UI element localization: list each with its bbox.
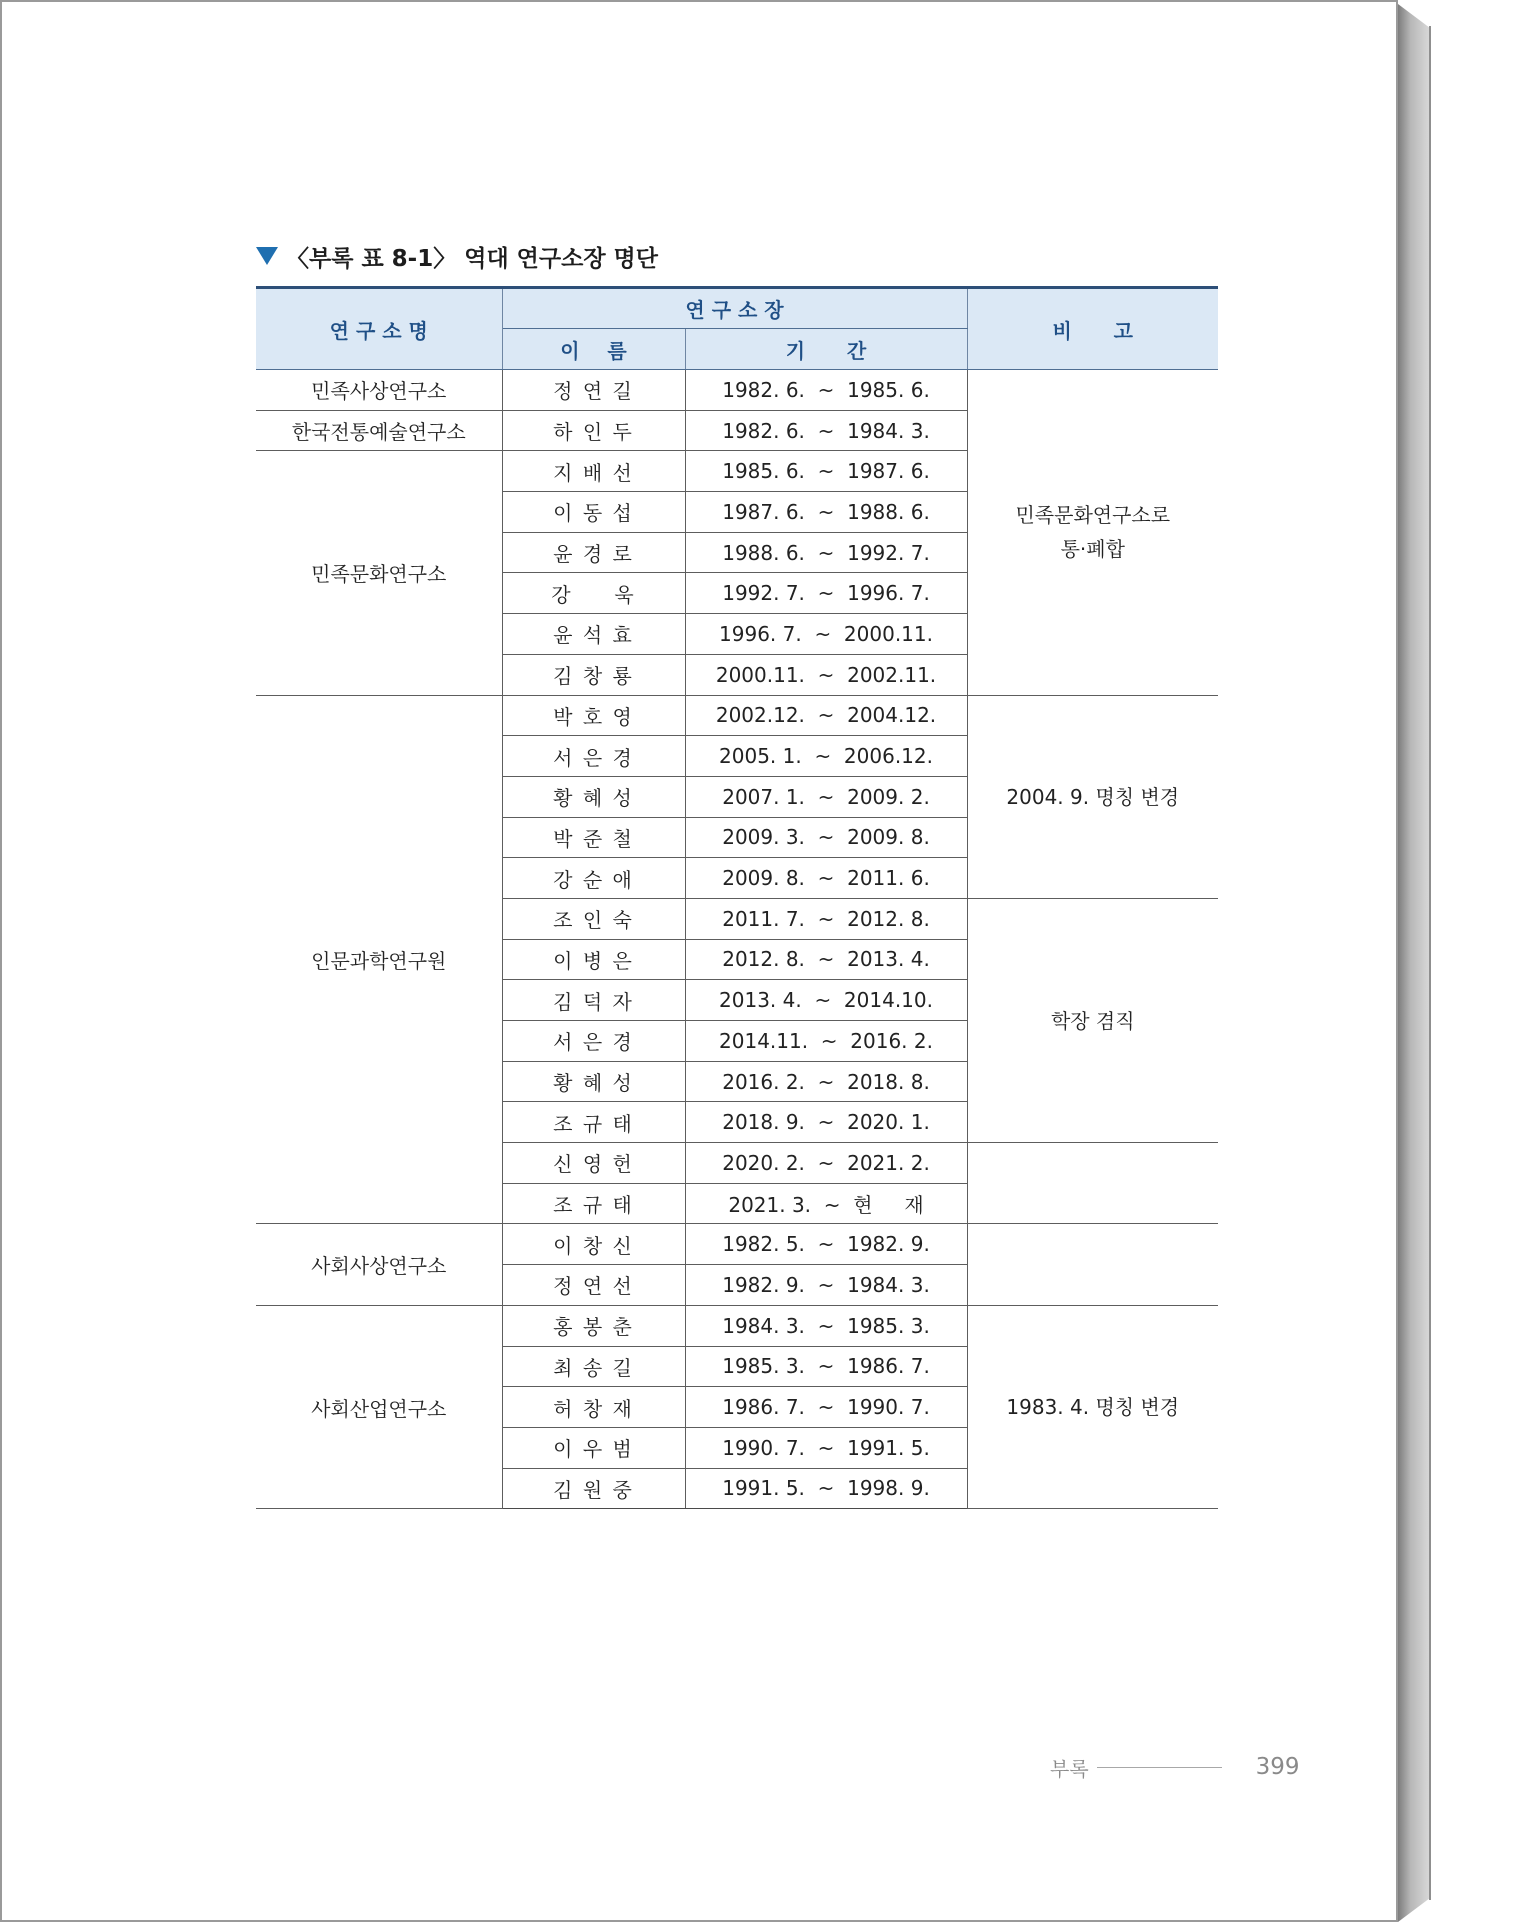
page-number: 399 <box>1255 1754 1300 1780</box>
director-name-cell: 윤 석 효 <box>502 614 685 655</box>
period-cell: 1991. 5. ~ 1998. 9. <box>685 1468 967 1509</box>
director-name-cell: 김 원 중 <box>502 1468 685 1509</box>
period-cell: 1988. 6. ~ 1992. 7. <box>685 532 967 573</box>
table-row <box>256 370 1218 411</box>
director-name-cell: 김 창 룡 <box>502 654 685 695</box>
director-name-cell: 이 창 신 <box>502 1224 685 1265</box>
period-cell: 1990. 7. ~ 1991. 5. <box>685 1427 967 1468</box>
director-name-cell: 김 덕 자 <box>502 980 685 1021</box>
director-name-cell: 최 송 길 <box>502 1346 685 1387</box>
period-cell: 1982. 6. ~ 1985. 6. <box>685 370 967 411</box>
footer-section-label: 부록 <box>1050 1756 1089 1781</box>
period-cell: 2014.11. ~ 2016. 2. <box>685 1021 967 1062</box>
director-name-cell: 황 혜 성 <box>502 776 685 817</box>
period-cell: 1985. 6. ~ 1987. 6. <box>685 451 967 492</box>
period-cell: 2000.11. ~ 2002.11. <box>685 654 967 695</box>
period-cell: 1987. 6. ~ 1988. 6. <box>685 492 967 533</box>
director-name-cell: 홍 봉 춘 <box>502 1305 685 1346</box>
period-cell: 2020. 2. ~ 2021. 2. <box>685 1143 967 1184</box>
note-text: 민족문화연구소로 통·폐합 <box>1015 503 1171 562</box>
director-name-cell: 이 우 범 <box>502 1427 685 1468</box>
period-cell: 2007. 1. ~ 2009. 2. <box>685 776 967 817</box>
note-cell <box>967 1224 1218 1305</box>
header-name: 이 름 <box>502 329 685 370</box>
header-institute: 연 구 소 명 <box>256 288 502 370</box>
note-cell <box>967 370 1218 696</box>
director-name-cell: 서 은 경 <box>502 1021 685 1062</box>
table-header <box>256 288 1218 370</box>
note-cell <box>967 695 1218 898</box>
note-cell <box>967 1305 1218 1508</box>
institute-cell: 한국전통예술연구소 <box>256 410 502 451</box>
book-page-edge <box>1398 4 1430 1922</box>
director-name-cell: 정 연 길 <box>502 370 685 411</box>
page-footer <box>1050 1750 1300 1784</box>
footer-divider <box>1097 1767 1222 1768</box>
table-row <box>256 1305 1218 1346</box>
note-text: 학장 겸직 <box>1050 1008 1135 1033</box>
book-page-edge-line <box>1429 26 1431 1900</box>
director-name-cell: 조 인 숙 <box>502 898 685 939</box>
director-name-cell: 윤 경 로 <box>502 532 685 573</box>
table-caption-text: 〈부록 표 8-1〉 역대 연구소장 명단 <box>286 245 658 272</box>
institute-cell: 사회산업연구소 <box>256 1305 502 1508</box>
director-name-cell: 박 호 영 <box>502 695 685 736</box>
period-cell: 1982. 9. ~ 1984. 3. <box>685 1265 967 1306</box>
director-name-cell: 강 욱 <box>502 573 685 614</box>
director-name-cell: 정 연 선 <box>502 1265 685 1306</box>
director-name-cell: 이 병 은 <box>502 939 685 980</box>
note-cell <box>967 1143 1218 1224</box>
period-cell: 1984. 3. ~ 1985. 3. <box>685 1305 967 1346</box>
table-body <box>256 370 1218 1509</box>
period-cell: 2009. 8. ~ 2011. 6. <box>685 858 967 899</box>
table-caption <box>256 236 658 276</box>
note-text: 2004. 9. 명칭 변경 <box>1006 784 1180 809</box>
director-name-cell: 이 동 섭 <box>502 492 685 533</box>
period-cell: 1982. 5. ~ 1982. 9. <box>685 1224 967 1265</box>
directors-table-wrapper <box>256 286 1218 1509</box>
header-director: 연 구 소 장 <box>502 288 967 329</box>
period-cell: 1996. 7. ~ 2000.11. <box>685 614 967 655</box>
institute-cell: 민족문화연구소 <box>256 451 502 695</box>
institute-cell: 인문과학연구원 <box>256 695 502 1224</box>
period-cell: 2012. 8. ~ 2013. 4. <box>685 939 967 980</box>
period-cell: 2005. 1. ~ 2006.12. <box>685 736 967 777</box>
institute-cell: 민족사상연구소 <box>256 370 502 411</box>
note-cell <box>967 898 1218 1142</box>
period-cell: 2009. 3. ~ 2009. 8. <box>685 817 967 858</box>
director-name-cell: 허 창 재 <box>502 1387 685 1428</box>
table-row <box>256 1224 1218 1265</box>
period-cell: 1992. 7. ~ 1996. 7. <box>685 573 967 614</box>
director-name-cell: 황 혜 성 <box>502 1061 685 1102</box>
director-name-cell: 강 순 애 <box>502 858 685 899</box>
header-period: 기 간 <box>685 329 967 370</box>
table-row <box>256 695 1218 736</box>
director-name-cell: 신 영 헌 <box>502 1143 685 1184</box>
director-name-cell: 지 배 선 <box>502 451 685 492</box>
period-cell: 1986. 7. ~ 1990. 7. <box>685 1387 967 1428</box>
director-name-cell: 하 인 두 <box>502 410 685 451</box>
period-cell: 2016. 2. ~ 2018. 8. <box>685 1061 967 1102</box>
directors-table <box>256 286 1218 1509</box>
period-cell: 2011. 7. ~ 2012. 8. <box>685 898 967 939</box>
header-note: 비 고 <box>967 288 1218 370</box>
period-cell: 1985. 3. ~ 1986. 7. <box>685 1346 967 1387</box>
period-cell: 2013. 4. ~ 2014.10. <box>685 980 967 1021</box>
note-text: 1983. 4. 명칭 변경 <box>1006 1395 1180 1420</box>
triangle-down-icon <box>256 247 278 265</box>
director-name-cell: 조 규 태 <box>502 1102 685 1143</box>
director-name-cell: 서 은 경 <box>502 736 685 777</box>
institute-cell: 사회사상연구소 <box>256 1224 502 1305</box>
period-cell: 1982. 6. ~ 1984. 3. <box>685 410 967 451</box>
period-cell: 2018. 9. ~ 2020. 1. <box>685 1102 967 1143</box>
director-name-cell: 조 규 태 <box>502 1183 685 1224</box>
director-name-cell: 박 준 철 <box>502 817 685 858</box>
period-cell: 2002.12. ~ 2004.12. <box>685 695 967 736</box>
period-cell: 2021. 3. ~ 현 재 <box>685 1183 967 1224</box>
